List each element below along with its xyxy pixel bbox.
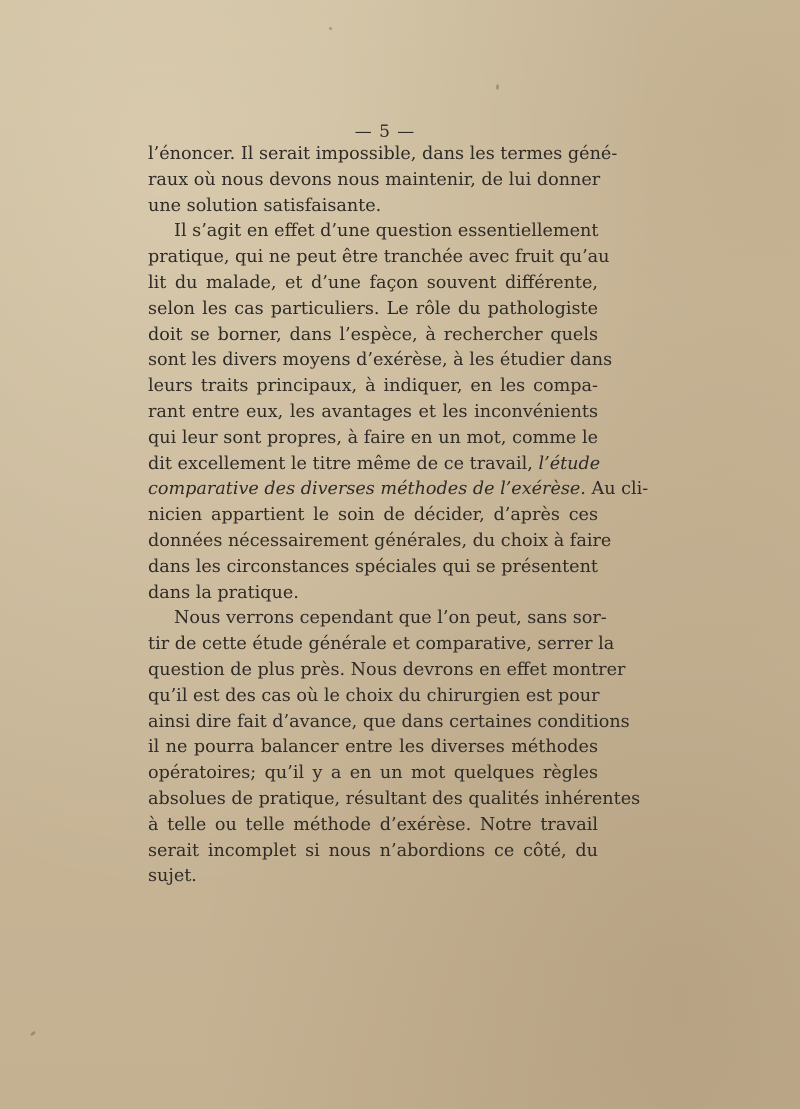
paper-stain: [496, 84, 499, 90]
text-line: sujet.: [148, 866, 197, 887]
page-number: — 5 —: [354, 122, 416, 142]
text-line: données nécessairement générales, du choix à faire: [148, 530, 612, 551]
text-line: ainsi dire fait d’avance, que dans certaines conditions: [148, 711, 630, 732]
body-text: [148, 142, 649, 890]
italic-title-segment: comparative des diverses méthodes de l’exérèse.: [148, 479, 586, 500]
text-line: selon les cas particuliers. Le rôle du pathologiste: [148, 298, 598, 319]
text-line: serait incomplet si nous n’abordions ce côté, du: [148, 840, 598, 861]
paragraph-start-line: Nous verrons cependant que l’on peut, sans sor-: [174, 608, 607, 629]
text-segment: Au cli-: [585, 479, 649, 500]
text-line: tir de cette étude générale et comparative, serrer la: [148, 634, 615, 655]
text-line: doit se borner, dans l’espèce, à rechercher quels: [148, 324, 598, 345]
text-line: qu’il est des cas où le choix du chirurgien est pour: [148, 685, 600, 706]
text-line: opératoires; qu’il y a en un mot quelques règles: [148, 763, 598, 784]
paragraph-start-line: Il s’agit en effet d’une question essentiellement: [174, 221, 599, 242]
text-line: absolues de pratique, résultant des qualités inhérentes: [148, 788, 641, 809]
text-line: raux où nous devons nous maintenir, de lui donner: [148, 169, 601, 190]
text-line: dans les circonstances spéciales qui se présentent: [148, 556, 598, 577]
text-line: nicien appartient le soin de décider, d’après ces: [148, 505, 598, 526]
text-line: rant entre eux, les avantages et les inconvénients: [148, 401, 598, 422]
text-line: l’énoncer. Il serait impossible, dans les termes géné-: [148, 144, 618, 164]
paper-stain: [30, 1030, 37, 1036]
text-line: sont les divers moyens d’exérèse, à les étudier dans: [148, 350, 613, 371]
text-line: [148, 452, 601, 478]
text-line: leurs traits principaux, à indiquer, en les compa-: [148, 376, 598, 397]
paper-stain: [329, 27, 332, 30]
text-line: une solution satisfaisante.: [148, 195, 382, 216]
italic-title-segment: l’étude: [538, 453, 601, 474]
text-segment: dit excellement le titre même de ce travail,: [148, 453, 539, 474]
text-line: question de plus près. Nous devrons en effet montrer: [148, 659, 626, 680]
text-line: dans la pratique.: [148, 582, 299, 603]
text-line: lit du malade, et d’une façon souvent différente,: [148, 272, 598, 293]
text-line: qui leur sont propres, à faire en un mot, comme le: [148, 427, 598, 448]
text-line: pratique, qui ne peut être tranchée avec fruit qu’au: [148, 247, 610, 268]
text-line: [148, 477, 649, 503]
text-line: à telle ou telle méthode d’exérèse. Notre travail: [148, 814, 598, 835]
text-line: il ne pourra balancer entre les diverses méthodes: [148, 737, 598, 758]
